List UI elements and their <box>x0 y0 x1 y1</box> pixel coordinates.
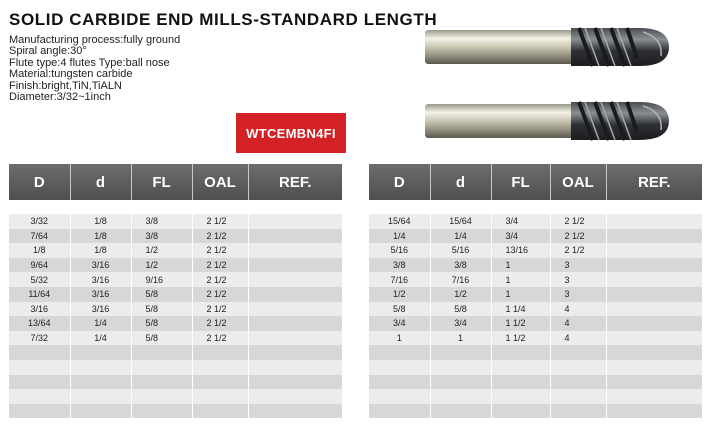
cell-D: 3/4 <box>369 316 430 331</box>
cell-D: 3/8 <box>369 258 430 273</box>
dimension-table-right <box>369 164 703 418</box>
spec-spiral-angle: Spiral angle:30° <box>9 45 87 58</box>
cell-d: 1/4 <box>430 229 491 244</box>
product-code-badge: WTCEMBN4FI <box>236 113 346 153</box>
cell-d <box>430 375 491 390</box>
cell-FL: 3/8 <box>131 214 192 229</box>
cell-REF <box>606 229 702 244</box>
cell-D <box>369 360 430 375</box>
cell-REF <box>248 287 342 302</box>
cell-d <box>70 375 131 390</box>
column-header-D: D <box>369 164 430 200</box>
table-row <box>9 258 342 273</box>
cell-D <box>9 360 70 375</box>
cell-d: 5/8 <box>430 302 491 317</box>
cell-OAL: 3 <box>550 272 606 287</box>
table-row <box>369 389 702 404</box>
cell-D: 7/64 <box>9 229 70 244</box>
table-row <box>9 302 342 317</box>
cell-D: 3/32 <box>9 214 70 229</box>
spec-finish: Finish:bright,TiN,TiALN <box>9 79 122 92</box>
column-header-FL: FL <box>131 164 192 200</box>
column-header-FL: FL <box>491 164 550 200</box>
cell-d: 3/8 <box>430 258 491 273</box>
table-row <box>369 272 702 287</box>
table-row <box>369 345 702 360</box>
cell-d <box>70 404 131 419</box>
cell-REF <box>606 243 702 258</box>
cell-REF <box>248 360 342 375</box>
cell-d <box>430 389 491 404</box>
cell-OAL: 2 1/2 <box>192 214 248 229</box>
table-row <box>9 389 342 404</box>
cell-OAL: 2 1/2 <box>192 302 248 317</box>
cell-OAL: 2 1/2 <box>192 316 248 331</box>
cell-d: 1/8 <box>70 214 131 229</box>
cell-FL <box>131 404 192 419</box>
cell-FL: 3/8 <box>131 229 192 244</box>
cell-FL <box>491 360 550 375</box>
table-row <box>9 404 342 419</box>
cell-REF <box>248 229 342 244</box>
cell-REF <box>606 258 702 273</box>
table-row <box>369 302 702 317</box>
cell-FL <box>491 404 550 419</box>
cell-REF <box>248 316 342 331</box>
cell-FL <box>131 345 192 360</box>
cell-OAL: 2 1/2 <box>192 258 248 273</box>
cell-OAL <box>550 389 606 404</box>
cell-D: 13/64 <box>9 316 70 331</box>
cell-d <box>70 360 131 375</box>
column-header-REF: REF. <box>248 164 342 200</box>
cell-REF <box>606 375 702 390</box>
cell-OAL <box>550 345 606 360</box>
cell-D: 5/16 <box>369 243 430 258</box>
cell-OAL: 4 <box>550 331 606 346</box>
cell-OAL <box>192 404 248 419</box>
column-header-d: d <box>70 164 131 200</box>
cell-REF <box>248 243 342 258</box>
cell-FL <box>491 375 550 390</box>
cell-FL: 13/16 <box>491 243 550 258</box>
table-row <box>369 229 702 244</box>
cell-REF <box>606 214 702 229</box>
cell-OAL <box>550 360 606 375</box>
table-row <box>369 360 702 375</box>
cell-d: 15/64 <box>430 214 491 229</box>
cell-FL <box>131 360 192 375</box>
cell-REF <box>248 331 342 346</box>
table-row <box>369 375 702 390</box>
cell-OAL: 3 <box>550 287 606 302</box>
table-row <box>369 331 702 346</box>
cell-REF <box>606 272 702 287</box>
cell-FL <box>131 375 192 390</box>
cell-D: 15/64 <box>369 214 430 229</box>
cell-OAL <box>192 389 248 404</box>
cell-d: 1/4 <box>70 331 131 346</box>
cell-FL: 1 1/2 <box>491 331 550 346</box>
spec-list <box>9 35 180 103</box>
column-header-d: d <box>430 164 491 200</box>
cell-OAL <box>550 375 606 390</box>
cell-D: 11/64 <box>9 287 70 302</box>
cell-REF <box>248 272 342 287</box>
cell-D <box>9 389 70 404</box>
cell-d: 3/16 <box>70 272 131 287</box>
column-header-D: D <box>9 164 70 200</box>
cell-REF <box>606 404 702 419</box>
cell-D <box>9 345 70 360</box>
cell-REF <box>606 345 702 360</box>
cell-d: 1/2 <box>430 287 491 302</box>
spec-material: Material:tungsten carbide <box>9 68 133 81</box>
cell-D: 5/32 <box>9 272 70 287</box>
cell-D: 1 <box>369 331 430 346</box>
cell-d: 3/16 <box>70 258 131 273</box>
table-row <box>9 243 342 258</box>
cell-FL <box>491 389 550 404</box>
table-row <box>9 287 342 302</box>
cell-REF <box>248 345 342 360</box>
dimension-table-left <box>9 164 343 418</box>
cell-FL: 3/4 <box>491 229 550 244</box>
table-row <box>369 258 702 273</box>
cell-D <box>9 375 70 390</box>
cell-D: 7/32 <box>9 331 70 346</box>
cell-REF <box>248 258 342 273</box>
cell-D: 5/8 <box>369 302 430 317</box>
page-title: SOLID CARBIDE END MILLS-STANDARD LENGTH <box>9 10 438 29</box>
cell-REF <box>248 389 342 404</box>
end-mill-image <box>423 16 673 78</box>
cell-d: 1 <box>430 331 491 346</box>
cell-d <box>430 345 491 360</box>
cell-D: 1/2 <box>369 287 430 302</box>
spec-diameter: Diameter:3/32~1inch <box>9 91 111 104</box>
table-row <box>9 331 342 346</box>
cell-FL: 5/8 <box>131 331 192 346</box>
column-header-REF: REF. <box>606 164 702 200</box>
cell-D: 3/16 <box>9 302 70 317</box>
table-row <box>9 229 342 244</box>
cell-REF <box>606 287 702 302</box>
cell-OAL: 2 1/2 <box>550 229 606 244</box>
cell-REF <box>606 331 702 346</box>
cell-OAL: 2 1/2 <box>192 331 248 346</box>
table-row <box>369 316 702 331</box>
cell-D <box>369 375 430 390</box>
cell-REF <box>606 360 702 375</box>
cell-D: 9/64 <box>9 258 70 273</box>
cell-OAL <box>192 345 248 360</box>
cell-OAL: 2 1/2 <box>192 243 248 258</box>
cell-d <box>70 389 131 404</box>
table-row <box>369 214 702 229</box>
cell-OAL: 2 1/2 <box>192 272 248 287</box>
cell-OAL: 2 1/2 <box>192 229 248 244</box>
cell-d: 1/8 <box>70 243 131 258</box>
cell-OAL <box>192 375 248 390</box>
spec-manufacturing: Manufacturing process:fully ground <box>9 34 181 46</box>
end-mill-image <box>423 90 673 152</box>
cell-FL: 5/8 <box>131 287 192 302</box>
table-row <box>369 243 702 258</box>
cell-D: 7/16 <box>369 272 430 287</box>
cell-d <box>430 404 491 419</box>
spec-flute-type: Flute type:4 flutes Type:ball nose <box>9 56 170 69</box>
table-row <box>9 316 342 331</box>
cell-FL: 3/4 <box>491 214 550 229</box>
cell-D <box>369 404 430 419</box>
cell-FL: 1/2 <box>131 243 192 258</box>
cell-d: 1/8 <box>70 229 131 244</box>
cell-d: 7/16 <box>430 272 491 287</box>
cell-FL: 1 1/4 <box>491 302 550 317</box>
cell-d <box>70 345 131 360</box>
table-row <box>9 375 342 390</box>
cell-FL: 9/16 <box>131 272 192 287</box>
cell-REF <box>248 302 342 317</box>
cell-D: 1/8 <box>9 243 70 258</box>
cell-FL: 5/8 <box>131 302 192 317</box>
cell-FL: 1 <box>491 287 550 302</box>
cell-FL: 5/8 <box>131 316 192 331</box>
cell-d: 1/4 <box>70 316 131 331</box>
cell-REF <box>606 316 702 331</box>
cell-FL: 1 <box>491 272 550 287</box>
cell-FL: 1 1/2 <box>491 316 550 331</box>
cell-OAL: 4 <box>550 316 606 331</box>
cell-OAL: 3 <box>550 258 606 273</box>
cell-OAL: 4 <box>550 302 606 317</box>
cell-OAL: 2 1/2 <box>192 287 248 302</box>
cell-FL: 1 <box>491 258 550 273</box>
cell-D: 1/4 <box>369 229 430 244</box>
table-row <box>369 404 702 419</box>
cell-d: 3/16 <box>70 302 131 317</box>
table-row <box>369 287 702 302</box>
cell-D <box>369 345 430 360</box>
cell-D <box>9 404 70 419</box>
table-row <box>9 345 342 360</box>
column-header-OAL: OAL <box>550 164 606 200</box>
cell-OAL <box>550 404 606 419</box>
cell-OAL: 2 1/2 <box>550 214 606 229</box>
cell-REF <box>248 404 342 419</box>
column-header-OAL: OAL <box>192 164 248 200</box>
cell-d: 3/16 <box>70 287 131 302</box>
cell-REF <box>606 302 702 317</box>
cell-d: 5/16 <box>430 243 491 258</box>
cell-d: 3/4 <box>430 316 491 331</box>
cell-D <box>369 389 430 404</box>
cell-FL <box>131 389 192 404</box>
table-row <box>9 272 342 287</box>
cell-FL: 1/2 <box>131 258 192 273</box>
cell-REF <box>248 375 342 390</box>
table-row <box>9 214 342 229</box>
cell-REF <box>248 214 342 229</box>
cell-OAL: 2 1/2 <box>550 243 606 258</box>
cell-FL <box>491 345 550 360</box>
cell-d <box>430 360 491 375</box>
cell-REF <box>606 389 702 404</box>
cell-OAL <box>192 360 248 375</box>
table-row <box>9 360 342 375</box>
